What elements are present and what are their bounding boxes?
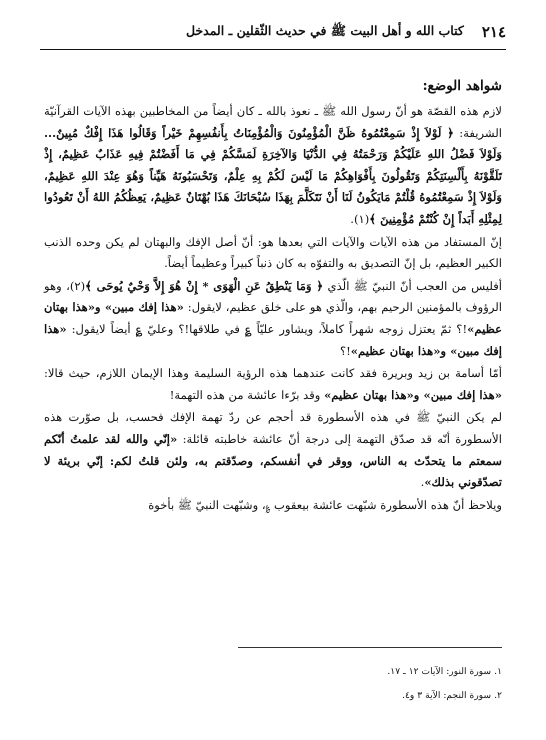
paragraph: [44, 363, 502, 406]
text-run: لازم هذه القصّة هو أنّ رسول الله ﷺ ـ نعوذ بالله ـ كان أيضاً من المخاطبين بهذه الآيات القرآنيّة الشريفة:: [44, 104, 502, 140]
running-title: كتاب الله و أهل البيت ﷺ في حديث الثّقلين ـ المدخل: [185, 22, 464, 38]
footnote: ١. سورة النور: الآيات ١٢ ـ ١٧.: [387, 666, 502, 677]
text-run: !؟: [339, 343, 351, 358]
footnote: ٢. سورة النجم: الآية ٣ و٤.: [402, 690, 502, 701]
footnote-rule: [238, 647, 502, 648]
quoted-text: ﴿ لَوْلاَ إِذْ سَمِعْتُمُوهُ ظَنَّ الْمُؤْمِنُونَ وَالْمُؤْمِنَاتُ بِأَنفُسِهِمْ خَيْراً وَقَالُوا هَذَا إِفْكٌ مُبِينٌ... وَلَوْلاَ فَضْلُ اللهِ عَلَيْكُمْ وَرَحْمَتُهُ فِي الدُّنْيَا وَالآخِرَةِ لَمَسَّكُمْ فِي مَا أَفَضْتُمْ فِيهِ عَذَابٌ عَظِيمٌ، إِذْ تَلَقَّوْنَهُ بِأَلْسِنَتِكُمْ وَتَقُولُونَ بِأَفْوَاهِكُمْ مَا لَيْسَ لَكُمْ بِهِ عِلْمٌ، وَتَحْسَبُونَهُ هَيِّناً وَهُوَ عِنْدَ اللهِ عَظِيمٌ، وَلَوْلاَ إِذْ سَمِعْتُمُوهُ قُلْتُمْ مَايَكُونُ لَنَا أَنْ نَتَكَلَّمَ بِهَذَا سُبْحَانَكَ هَذَا بُهْتَانٌ عَظِيمٌ، يَعِظُكُمُ اللهُ أَنْ تَعُودُوا لِمِثْلِهِ أَبَداً إِنْ كُنْتُمْ مُؤْمِنِينَ ﴾: [44, 125, 502, 226]
footnotes: [44, 660, 502, 708]
page-number: ٢١٤: [481, 23, 506, 41]
section-heading: شواهد الوضع:: [422, 78, 502, 94]
paragraph: [44, 101, 502, 231]
quoted-text: «هذا إفك مبين» و«هذا بهتان عظيم»: [44, 321, 502, 358]
paragraph: [44, 232, 502, 275]
body-text: [44, 101, 502, 517]
page-header: [40, 18, 506, 46]
header-rule: [40, 49, 506, 50]
text-run: لم يكن النبيّ ﷺ في هذه الأسطورة قد أحجم عن ردّ تهمة الإفك فحسب، بل صوّرت هذه الأسطورة أنّه قد صدّق التهمة إلى درجة أنّ عائشة خاطبته قائلة:: [44, 410, 502, 446]
text-run: (١).: [350, 211, 370, 226]
quoted-text: «هذا إفك مبين» و«هذا بهتان عظيم»: [44, 300, 502, 336]
text-run: ويلاحظ أنّ هذه الأسطورة شبّهت عائشة بيعقوب ؏، وشبّهت النبيّ ﷺ بأخوة: [148, 497, 502, 512]
paragraph: [44, 407, 502, 493]
text-run: أمّا أسامة بن زيد وبريرة فقد كانت عندهما هذه الرؤية السليمة وهذا الإيمان اللازم، حيث قالا:: [44, 366, 502, 381]
text-run: (٢)، وهو الرؤوف بالمؤمنين الرحيم بهم، والّذي هو على خلق عظيم، لايقول:: [44, 278, 502, 315]
text-run: أفليس من العجب أنّ النبيّ ﷺ الّذي: [323, 278, 502, 293]
text-run: .: [420, 475, 425, 490]
paragraph: [44, 276, 502, 362]
paragraph: [44, 495, 502, 517]
quoted-text: «هذا إفك مبين» و«هذا بهتان عظيم»: [324, 387, 502, 402]
quoted-text: «إنّي والله لقد علمتُ أنّكم سمعتم ما يتحدّث به الناس، ووقر في أنفسكم، وصدّقتم به، ولئن قلتُ لكم: إنّي بريئة لا تصدّقوني بذلك»: [44, 431, 502, 490]
text-run: !؟ ثمّ يعتزل زوجه شهراً كاملاً، ويشاور عليّاً ؏ في طلاقها!؟ وعليّ ؏ أيضاً لايقول:: [66, 321, 468, 336]
text-run: وقد برّءا عائشة من هذه التهمة!: [169, 387, 325, 402]
text-run: إنّ المستفاد من هذه الآيات والآيات التي بعدها هو: أنّ أصل الإفك والبهتان لم يكن وحده الذنب الكبير العظيم، بل إنّ التصديق به والتفوّه به كان ذنباً كبيراً وعظيماً أيضاً.: [44, 234, 502, 271]
quoted-text: ﴿ وَمَا يَنْطِقُ عَنِ الْهَوَى * إِنْ هُوَ إِلاَّ وَحْيٌ يُوحَى ﴾: [85, 278, 324, 293]
